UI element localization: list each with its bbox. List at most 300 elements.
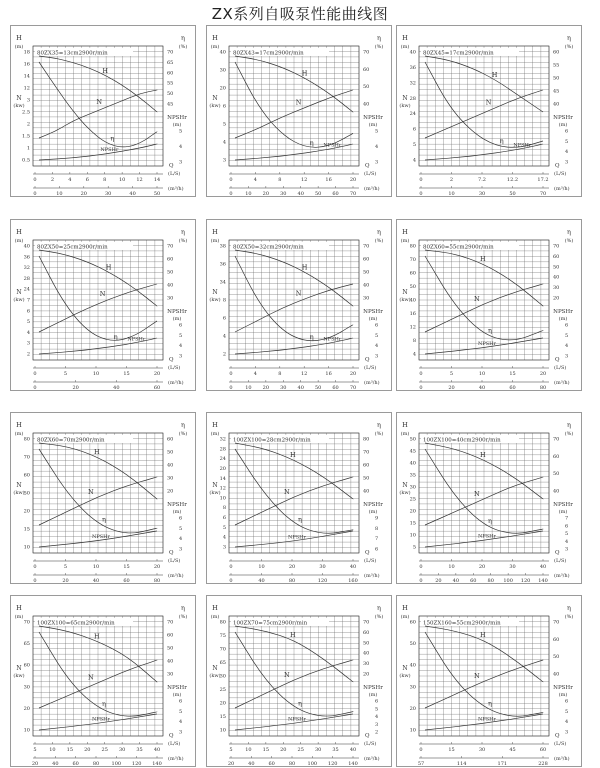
curve-label-npshr: NPSHr xyxy=(92,534,110,540)
axis-unit-h: (m) xyxy=(400,44,410,50)
axis-label-h: H xyxy=(16,421,22,429)
curve-label-h: H xyxy=(301,69,308,78)
axis-label-q: Q xyxy=(169,163,174,169)
right-tick-label: 60 xyxy=(167,436,174,443)
left-tick-label: 30 xyxy=(219,673,226,680)
npsh-tick-label: 3 xyxy=(179,546,183,553)
right-tick-label: 20 xyxy=(553,295,560,302)
curve-label-eta: η xyxy=(499,137,504,146)
axis-unit-q-ls: (L/S) xyxy=(168,741,181,747)
npsh-tick-label: 5 xyxy=(179,128,183,135)
right-tick-label: 50 xyxy=(363,475,370,482)
right-tick-label: 45 xyxy=(553,88,560,95)
x2-tick-label: 120 xyxy=(520,578,531,584)
x1-tick-label: 4 xyxy=(253,371,257,377)
curve-label-n: N xyxy=(474,294,480,303)
axis-label-npsh: NPSHr xyxy=(167,309,187,315)
axis-label-eta: η xyxy=(181,421,185,429)
npsh-tick-label: 6 xyxy=(375,322,379,329)
axis-label-n: N xyxy=(16,482,22,489)
axis-label-q: Q xyxy=(365,733,370,739)
axis-label-h: H xyxy=(16,34,22,42)
axis-unit-h: (m) xyxy=(14,238,24,244)
x2-tick-label: 80 xyxy=(487,578,494,584)
x1-tick-label: 40 xyxy=(539,564,547,570)
left-tick-label: 3 xyxy=(222,157,226,164)
right-tick-label: 40 xyxy=(167,462,174,469)
axis-unit-npsh: (m) xyxy=(558,316,568,322)
left-tick-label: 8 xyxy=(412,338,416,344)
npsh-tick-label: 5 xyxy=(565,708,569,715)
pump-chart-3 xyxy=(396,25,582,197)
left-tick-label: 4 xyxy=(412,351,416,358)
x1-tick-label: 10 xyxy=(258,564,265,570)
curve-label-n: N xyxy=(284,487,290,496)
x1-tick-label: 16 xyxy=(325,177,332,183)
npsh-tick-label: 3 xyxy=(179,159,183,166)
axis-unit-eta: (%) xyxy=(178,614,188,620)
axis-unit-eta: (%) xyxy=(178,238,188,244)
x2-tick-label: 20 xyxy=(448,385,455,391)
left-tick-label: 25 xyxy=(409,496,416,503)
x1-tick-label: 17.2 xyxy=(537,177,549,183)
npsh-tick-label: 4 xyxy=(179,144,183,150)
axis-label-q: Q xyxy=(169,357,174,363)
axis-unit-q-ls: (L/S) xyxy=(364,171,377,177)
right-tick-label: 60 xyxy=(363,629,370,636)
axis-label-eta: η xyxy=(181,228,185,236)
x2-tick-label: 40 xyxy=(478,385,486,391)
chart-svg xyxy=(11,220,197,392)
x2-tick-label: 228 xyxy=(538,761,548,767)
npsh-tick-label: 3 xyxy=(179,729,183,736)
axis-unit-q-m3h: (m³/h) xyxy=(554,380,570,386)
npsh-tick-label: 6 xyxy=(565,698,569,705)
axis-unit-q-m3h: (m³/h) xyxy=(364,756,380,762)
axis-label-n: N xyxy=(16,95,22,102)
x2-tick-label: 100 xyxy=(111,761,122,767)
x2-tick-label: 20 xyxy=(31,761,39,767)
x1-tick-label: 35 xyxy=(136,747,143,753)
curve-label-h: H xyxy=(480,631,486,639)
left-tick-label: 30 xyxy=(409,484,416,491)
npsh-tick-label: 3 xyxy=(565,159,569,166)
curve-label-n: N xyxy=(485,98,492,107)
left-tick-label: 8 xyxy=(222,297,226,304)
right-tick-label: 30 xyxy=(363,295,370,302)
x2-tick-label: 40 xyxy=(113,385,120,391)
left-tick-label: 3 xyxy=(26,97,30,104)
right-tick-label: 30 xyxy=(363,661,370,668)
left-tick-label: 36 xyxy=(219,261,226,268)
right-tick-label: 50 xyxy=(167,91,174,98)
axis-label-n: N xyxy=(16,289,22,296)
axis-unit-n: (kw) xyxy=(399,103,411,109)
left-tick-label: 80 xyxy=(219,619,226,626)
curve-label-h: H xyxy=(480,450,486,459)
x2-tick-label: 120 xyxy=(327,761,338,767)
x1-tick-label: 10 xyxy=(49,747,56,753)
x2-tick-label: 20 xyxy=(435,578,442,584)
pump-chart-6 xyxy=(396,219,582,391)
right-tick-label: 70 xyxy=(363,243,370,250)
x1-tick-label: 10 xyxy=(478,371,486,377)
left-tick-label: 3 xyxy=(26,340,30,347)
left-tick-label: 16 xyxy=(409,311,416,317)
pump-chart-5 xyxy=(206,219,392,391)
left-tick-label: 16 xyxy=(23,61,30,68)
x1-tick-label: 0 xyxy=(229,177,233,183)
axis-label-n: N xyxy=(402,482,408,489)
npsh-tick-label: 6 xyxy=(179,322,183,329)
right-tick-label: 50 xyxy=(167,269,174,276)
x2-tick-label: 60 xyxy=(268,761,275,767)
npsh-tick-label: 5 xyxy=(375,332,379,339)
axis-unit-q-ls: (L/S) xyxy=(364,365,377,371)
x2-tick-label: 20 xyxy=(227,761,235,767)
pump-chart-1 xyxy=(10,25,196,197)
axis-label-h: H xyxy=(212,228,218,236)
pump-chart-4 xyxy=(10,219,196,391)
left-tick-label: 32 xyxy=(219,436,226,443)
x1-tick-label: 10 xyxy=(92,371,100,377)
pump-chart-12 xyxy=(396,595,582,767)
x1-tick-label: 5 xyxy=(63,564,68,570)
x1-tick-label: 2 xyxy=(449,177,454,183)
axis-unit-h: (m) xyxy=(210,431,220,437)
right-tick-label: 40 xyxy=(363,488,370,495)
chart-title: 80ZX50=25cm2900r/min xyxy=(37,244,108,251)
axis-unit-q-m3h: (m³/h) xyxy=(364,186,380,192)
x1-tick-label: 40 xyxy=(349,564,357,570)
x1-tick-label: 0 xyxy=(419,747,423,753)
axis-label-npsh: NPSHr xyxy=(553,502,573,508)
x2-tick-label: 70 xyxy=(349,191,357,197)
chart-svg xyxy=(207,220,393,392)
chart-title: 150ZX160=55cm2900r/min xyxy=(423,620,501,627)
x1-tick-label: 15 xyxy=(123,564,130,570)
x2-tick-label: 0 xyxy=(419,578,423,584)
axis-unit-npsh: (m) xyxy=(558,122,568,128)
curve-label-h: H xyxy=(290,631,296,639)
curve-label-h: H xyxy=(94,632,100,641)
axis-unit-n: (kw) xyxy=(13,490,25,496)
axis-unit-h: (m) xyxy=(210,44,220,50)
axis-label-eta: η xyxy=(567,421,571,429)
x1-tick-label: 45 xyxy=(509,747,516,753)
x2-tick-label: 30 xyxy=(280,385,287,391)
axis-unit-eta: (%) xyxy=(178,44,188,50)
left-tick-label: 80 xyxy=(23,436,30,443)
curve-label-h: H xyxy=(102,66,109,75)
x2-tick-label: 100 xyxy=(503,578,513,584)
x1-tick-label: 10 xyxy=(92,564,100,570)
left-tick-label: 70 xyxy=(23,454,30,461)
right-tick-label: 70 xyxy=(553,243,560,250)
axis-unit-eta: (%) xyxy=(374,431,384,437)
chart-title: 100ZX100=65cm2900r/min xyxy=(37,620,115,627)
npsh-tick-label: 7 xyxy=(565,515,569,522)
axis-unit-npsh: (m) xyxy=(172,122,182,128)
axis-label-n: N xyxy=(402,289,408,296)
x1-tick-label: 0 xyxy=(419,177,423,183)
left-tick-label: 2 xyxy=(26,351,30,358)
curve-label-n: N xyxy=(284,670,290,679)
axis-unit-npsh: (m) xyxy=(558,692,568,698)
x1-tick-label: 8 xyxy=(278,177,282,183)
x2-tick-label: 50 xyxy=(509,191,516,197)
right-tick-label: 60 xyxy=(553,49,560,56)
axis-unit-n: (kw) xyxy=(399,297,411,303)
axis-label-n: N xyxy=(212,665,218,672)
x1-tick-label: 25 xyxy=(101,747,108,753)
axis-unit-h: (m) xyxy=(400,238,410,244)
x1-tick-label: 40 xyxy=(349,747,357,753)
x2-tick-label: 80 xyxy=(153,578,161,584)
curve-label-npshr: NPSHr xyxy=(323,142,342,149)
left-tick-label: 65 xyxy=(23,641,30,648)
axis-unit-h: (m) xyxy=(210,614,220,620)
x1-tick-label: 5 xyxy=(33,747,37,753)
curve-label-npshr: NPSHr xyxy=(478,716,496,723)
x2-tick-label: 0 xyxy=(229,578,233,584)
axis-unit-q-ls: (L/S) xyxy=(168,171,181,177)
axis-unit-q-ls: (L/S) xyxy=(554,365,567,371)
right-tick-label: 80 xyxy=(363,436,370,443)
left-tick-label: 4 xyxy=(222,333,226,340)
curve-label-h: H xyxy=(480,255,486,263)
axis-label-q: Q xyxy=(365,163,370,169)
curve-label-h: H xyxy=(491,71,498,79)
left-tick-label: 5 xyxy=(222,121,226,128)
chart-svg xyxy=(11,596,197,768)
axis-unit-eta: (%) xyxy=(178,431,188,437)
left-tick-label: 20 xyxy=(23,508,30,515)
x1-tick-label: 20 xyxy=(478,564,486,570)
axis-unit-n: (kw) xyxy=(209,297,221,303)
x2-tick-label: 30 xyxy=(280,191,287,197)
axis-unit-npsh: (m) xyxy=(368,509,378,515)
left-tick-label: 15 xyxy=(23,526,30,533)
left-tick-label: 4 xyxy=(26,329,30,336)
axis-unit-n: (kw) xyxy=(399,490,411,496)
x2-tick-label: 114 xyxy=(456,761,467,767)
axis-label-n: N xyxy=(402,95,408,102)
axis-unit-q-m3h: (m³/h) xyxy=(364,573,380,579)
right-tick-label: 70 xyxy=(553,436,560,443)
right-tick-label: 30 xyxy=(167,475,174,482)
x1-tick-label: 12 xyxy=(301,177,308,183)
left-tick-label: 45 xyxy=(409,448,416,455)
npsh-tick-label: 4 xyxy=(565,719,569,726)
axis-label-eta: η xyxy=(377,604,381,612)
axis-label-q: Q xyxy=(555,733,560,739)
axis-label-h: H xyxy=(402,228,408,236)
left-tick-label: 4 xyxy=(222,139,226,146)
x1-tick-label: 2 xyxy=(50,177,55,183)
right-tick-label: 60 xyxy=(553,253,560,260)
axis-unit-eta: (%) xyxy=(374,614,384,620)
x2-tick-label: 140 xyxy=(538,578,548,584)
left-tick-label: 50 xyxy=(409,641,416,648)
left-tick-label: 14 xyxy=(219,475,226,482)
right-tick-label: 70 xyxy=(553,619,560,626)
chart-title: 100ZX100=40cm2900r/min xyxy=(423,437,501,444)
chart-svg xyxy=(397,26,583,198)
curve-label-n: N xyxy=(96,98,103,107)
axis-label-n: N xyxy=(16,665,22,672)
axis-unit-q-m3h: (m³/h) xyxy=(554,186,570,192)
axis-unit-q-m3h: (m³/h) xyxy=(168,756,184,762)
left-tick-label: 12 xyxy=(409,324,416,331)
curve-label-npshr: NPSHr xyxy=(100,147,119,153)
npsh-tick-label: 4 xyxy=(565,538,569,545)
curve-label-n: N xyxy=(474,489,480,498)
left-tick-label: 28 xyxy=(23,275,30,282)
axis-unit-q-m3h: (m³/h) xyxy=(554,573,570,579)
curve-label-npshr: NPSHr xyxy=(92,716,110,723)
axis-unit-n: (kw) xyxy=(13,297,25,303)
x2-tick-label: 0 xyxy=(33,191,37,197)
left-tick-label: 3 xyxy=(222,544,226,551)
curve-label-h: H xyxy=(94,448,100,456)
axis-unit-eta: (%) xyxy=(564,44,574,50)
left-tick-label: 20 xyxy=(219,465,226,472)
axis-unit-q-m3h: (m³/h) xyxy=(168,186,184,192)
chart-svg xyxy=(397,220,583,392)
right-tick-label: 50 xyxy=(363,269,370,276)
left-tick-label: 32 xyxy=(23,265,30,272)
axis-label-npsh: NPSHr xyxy=(167,502,187,508)
axis-unit-eta: (%) xyxy=(564,431,574,437)
axis-unit-q-ls: (L/S) xyxy=(168,558,181,564)
x1-tick-label: 0 xyxy=(33,177,37,183)
axis-label-h: H xyxy=(402,604,408,612)
left-tick-label: 60 xyxy=(23,662,30,669)
right-tick-label: 55 xyxy=(553,62,560,69)
axis-label-eta: η xyxy=(377,228,381,236)
curve-label-npshr: NPSHr xyxy=(513,142,532,149)
x1-tick-label: 25 xyxy=(297,747,304,753)
curve-label-npshr: NPSHr xyxy=(478,341,496,347)
left-tick-label: 2.5 xyxy=(22,109,30,116)
x2-tick-label: 10 xyxy=(56,191,63,197)
left-tick-label: 12 xyxy=(23,85,30,92)
left-tick-label: 32 xyxy=(409,80,416,87)
axis-label-h: H xyxy=(402,421,408,429)
axis-label-eta: η xyxy=(567,34,571,42)
npsh-tick-label: 4 xyxy=(565,149,569,156)
x2-tick-label: 0 xyxy=(229,385,233,391)
axis-unit-n: (kw) xyxy=(209,103,221,109)
axis-label-npsh: NPSHr xyxy=(363,685,383,691)
left-tick-label: 40 xyxy=(409,297,416,304)
axis-label-npsh: NPSHr xyxy=(167,115,187,121)
x1-tick-label: 15 xyxy=(448,747,455,753)
left-tick-label: 70 xyxy=(409,257,416,263)
left-tick-label: 40 xyxy=(23,243,30,250)
x1-tick-label: 30 xyxy=(118,747,126,753)
left-tick-label: 36 xyxy=(409,64,416,71)
x2-tick-label: 20 xyxy=(262,191,270,197)
x2-tick-label: 30 xyxy=(478,191,486,197)
npsh-tick-label: 3 xyxy=(179,353,183,360)
right-tick-label: 60 xyxy=(363,66,370,73)
axis-unit-h: (m) xyxy=(14,44,24,50)
right-tick-label: 40 xyxy=(167,282,174,289)
left-tick-label: 6 xyxy=(222,103,226,110)
x2-tick-label: 20 xyxy=(80,191,87,197)
x1-tick-label: 0 xyxy=(229,371,233,377)
left-tick-label: 40 xyxy=(219,49,226,56)
curve-label-npshr: NPSHr xyxy=(127,336,146,343)
left-tick-label: 70 xyxy=(23,619,30,626)
left-tick-label: 38 xyxy=(219,243,226,250)
x1-tick-label: 4 xyxy=(68,177,72,183)
npsh-tick-label: 6 xyxy=(179,698,183,705)
curve-label-eta: η xyxy=(298,699,302,708)
axis-unit-h: (m) xyxy=(400,431,410,437)
curve-label-n: N xyxy=(99,289,106,298)
x2-tick-label: 80 xyxy=(288,578,296,584)
right-tick-label: 70 xyxy=(363,449,370,456)
x1-tick-label: 20 xyxy=(349,177,357,183)
left-tick-label: 80 xyxy=(409,243,416,250)
x1-tick-label: 7.2 xyxy=(478,177,486,183)
x1-tick-label: 15 xyxy=(66,747,74,753)
left-tick-label: 5 xyxy=(412,544,416,551)
right-tick-label: 30 xyxy=(167,295,174,302)
right-tick-label: 50 xyxy=(363,640,370,647)
curve-label-n: N xyxy=(88,487,94,496)
npsh-tick-label: 5 xyxy=(375,128,379,135)
axis-unit-eta: (%) xyxy=(374,238,384,244)
x2-tick-label: 60 xyxy=(332,191,339,197)
left-tick-label: 30 xyxy=(23,684,30,691)
pump-chart-11 xyxy=(206,595,392,767)
chart-title: 80ZX60=55cm2900r/min xyxy=(423,244,494,251)
right-tick-label: 70 xyxy=(363,619,370,626)
left-tick-label: 70 xyxy=(219,646,226,653)
axis-label-h: H xyxy=(16,604,22,612)
curve-label-npshr: NPSHr xyxy=(478,533,496,540)
left-tick-label: 20 xyxy=(219,85,226,92)
axis-unit-q-ls: (L/S) xyxy=(554,558,567,564)
chart-title: 80ZX50=32cm2900r/min xyxy=(233,244,304,251)
axis-label-n: N xyxy=(212,482,218,489)
curve-label-h: H xyxy=(105,263,112,272)
left-tick-label: 40 xyxy=(409,662,416,669)
x1-tick-label: 20 xyxy=(539,371,547,377)
axis-unit-npsh: (m) xyxy=(368,316,378,322)
right-tick-label: 20 xyxy=(167,488,174,495)
axis-unit-n: (kw) xyxy=(399,673,411,679)
x2-tick-label: 10 xyxy=(245,385,252,391)
x2-tick-label: 50 xyxy=(153,191,161,197)
left-tick-label: 60 xyxy=(23,472,30,479)
left-tick-label: 2 xyxy=(222,351,226,358)
axis-label-q: Q xyxy=(555,357,560,363)
left-tick-label: 24 xyxy=(219,456,226,463)
x1-tick-label: 0 xyxy=(33,371,37,377)
x1-tick-label: 30 xyxy=(319,564,326,570)
x2-tick-label: 80 xyxy=(92,761,100,767)
left-tick-label: 36 xyxy=(23,254,30,261)
chart-svg xyxy=(207,26,393,198)
npsh-tick-label: 5 xyxy=(179,332,183,339)
axis-unit-npsh: (m) xyxy=(368,122,378,128)
left-tick-label: 0.5 xyxy=(22,157,30,164)
